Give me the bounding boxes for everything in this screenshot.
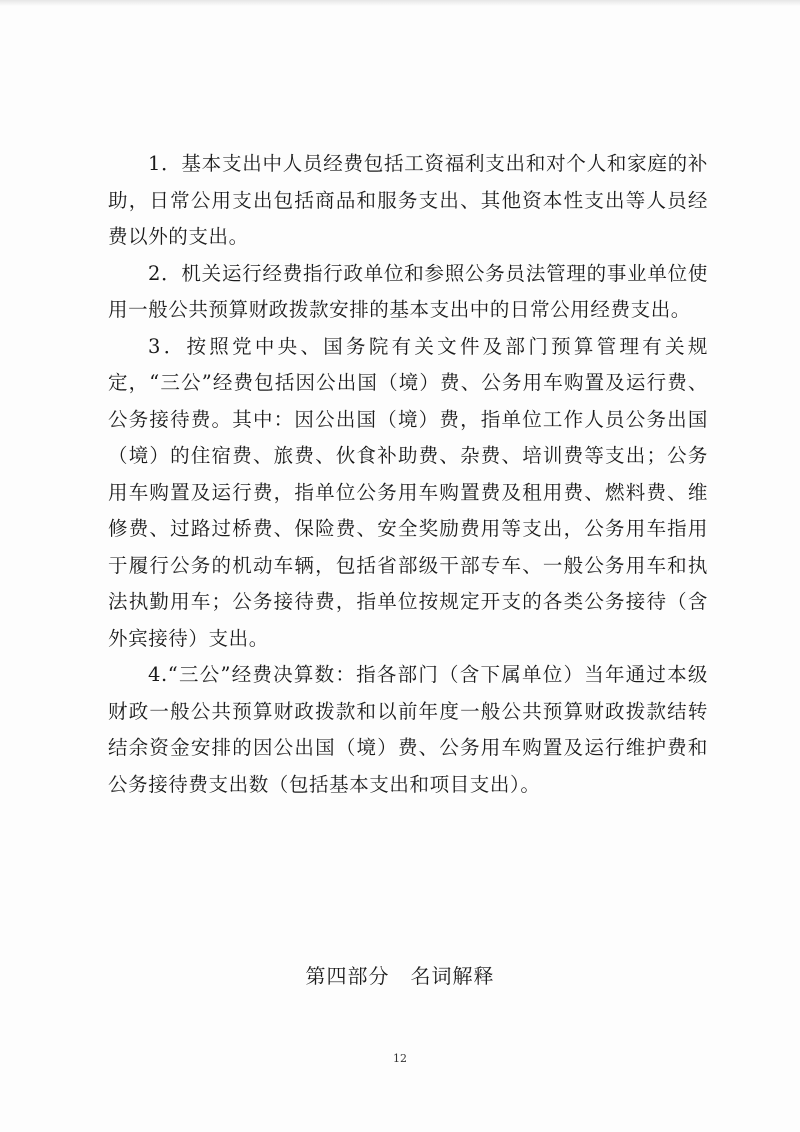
paragraph-3: 3．按照党中央、国务院有关文件及部门预算管理有关规定，“三公”经费包括因公出国（境）费、公务用车购置及运行费、公务接待费。其中：因公出国（境）费，指单位工作人员公务出国（境）的住宿费、旅费、伙食补助费、杂费、培训费等支出；公务用车购置及运行费，指单位公务用车购置费及租用费、燃料费、维修费、过路过桥费、保险费、安全奖励费用等支出，公务用车指用于履行公务的机动车辆，包括省部级干部专车、一般公务用车和执法执勤用车；公务接待费，指单位按规定开支的各类公务接待（含外宾接待）支出。 <box>108 334 708 650</box>
page-number: 12 <box>393 1052 407 1065</box>
section-heading: 第四部分 名词解释 <box>305 964 495 988</box>
page-top-edge <box>0 0 800 6</box>
paragraph-1: 1．基本支出中人员经费包括工资福利支出和对个人和家庭的补助，日常公用支出包括商品和服务支出、其他资本性支出等人员经费以外的支出。 <box>108 152 708 248</box>
paragraph-2: 2．机关运行经费指行政单位和参照公务员法管理的事业单位使用一般公共预算财政拨款安排的基本支出中的日常公用经费支出。 <box>108 261 708 321</box>
body-text <box>108 146 708 803</box>
paragraph-4: 4.“三公”经费决算数：指各部门（含下属单位）当年通过本级财政一般公共预算财政拨款和以前年度一般公共预算财政拨款结转结余资金安排的因公出国（境）费、公务用车购置及运行维护费和公务接待费支出数（包括基本支出和项目支出）。 <box>108 663 708 796</box>
